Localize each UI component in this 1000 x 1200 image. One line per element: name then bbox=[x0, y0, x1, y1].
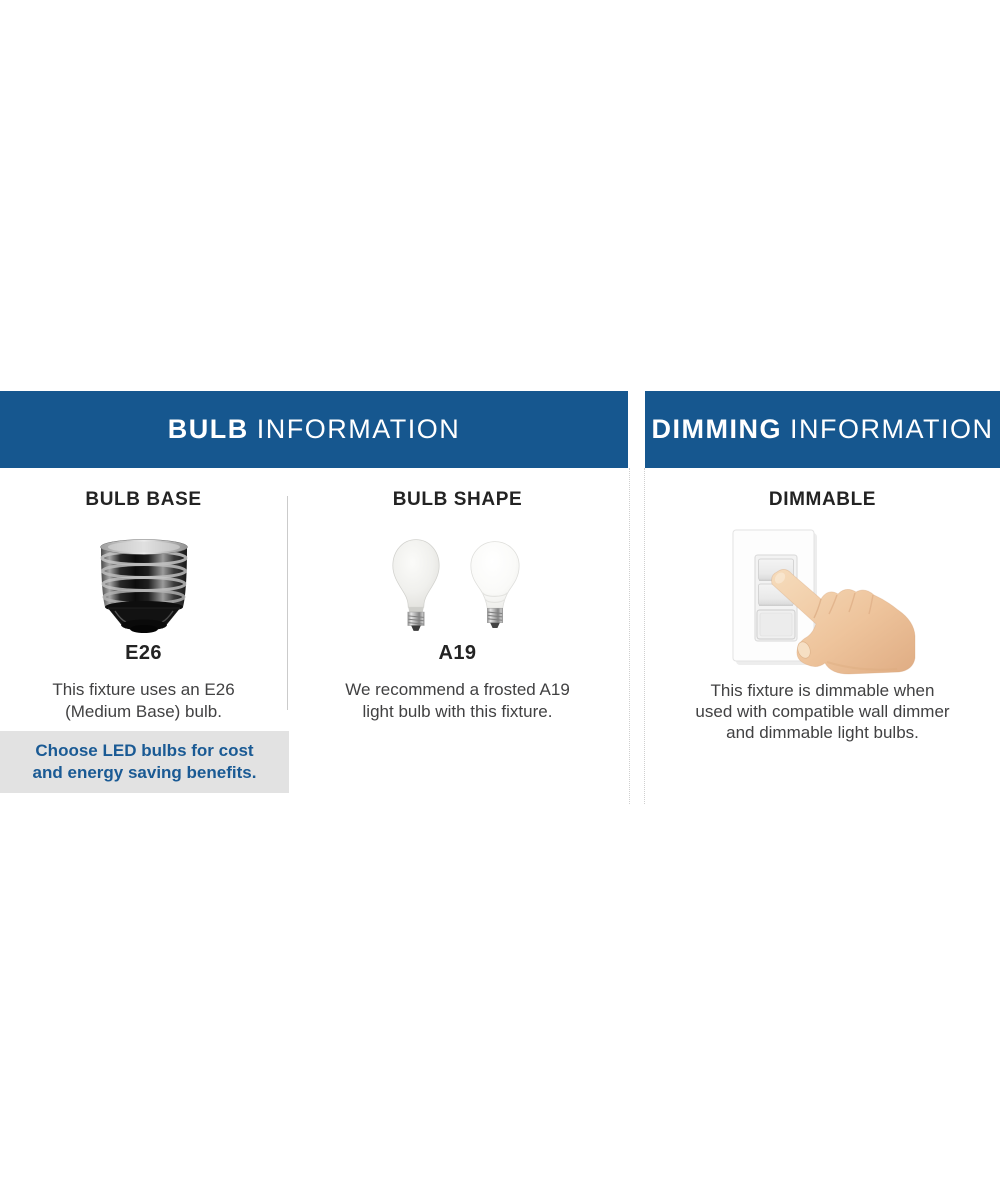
tip-line: and energy saving benefits. bbox=[32, 763, 257, 782]
description-line: We recommend a frosted A19 bbox=[345, 680, 570, 699]
bulb-shape-label: A19 bbox=[438, 642, 477, 664]
bulb-shape-description bbox=[287, 679, 628, 723]
bulb-base-heading: BULB BASE bbox=[85, 489, 202, 510]
bulb-base-label: E26 bbox=[125, 642, 162, 664]
e26-bulb-base-image bbox=[95, 537, 193, 640]
dimmer-switch-hand-image bbox=[725, 522, 925, 680]
bulb-information-header-bar bbox=[0, 391, 628, 468]
description-line: This fixture uses an E26 bbox=[52, 680, 235, 699]
dimmable-heading: DIMMABLE bbox=[768, 489, 877, 510]
description-line: used with compatible wall dimmer bbox=[695, 702, 950, 721]
bulb-shape-heading: BULB SHAPE bbox=[392, 489, 523, 510]
dimming-header-regular-text: INFORMATION bbox=[790, 414, 994, 444]
bulb-columns-divider-line bbox=[287, 496, 288, 710]
bulb-base-description bbox=[0, 679, 287, 723]
dimming-information-header-bar bbox=[645, 391, 1000, 468]
section-divider-dotted-line-right bbox=[644, 468, 645, 804]
description-line: and dimmable light bulbs. bbox=[726, 723, 919, 742]
led-a19-bulb-image bbox=[467, 538, 523, 634]
frosted-bulb-glass bbox=[393, 540, 439, 608]
led-tip-box bbox=[0, 731, 289, 793]
tip-line: Choose LED bulbs for cost bbox=[35, 741, 254, 760]
led-bulb-body bbox=[471, 542, 519, 609]
description-line: light bulb with this fixture. bbox=[362, 702, 553, 721]
dimming-header-bold-text: DIMMING bbox=[651, 414, 782, 444]
section-divider-dotted-line-left bbox=[629, 468, 630, 804]
dimmable-description bbox=[645, 680, 1000, 743]
bulb-header-bold-text: BULB bbox=[167, 414, 249, 444]
frosted-a19-bulb-image bbox=[388, 536, 444, 634]
description-line: (Medium Base) bulb. bbox=[65, 702, 222, 721]
description-line: This fixture is dimmable when bbox=[710, 681, 935, 700]
bulb-header-regular-text: INFORMATION bbox=[256, 414, 461, 444]
